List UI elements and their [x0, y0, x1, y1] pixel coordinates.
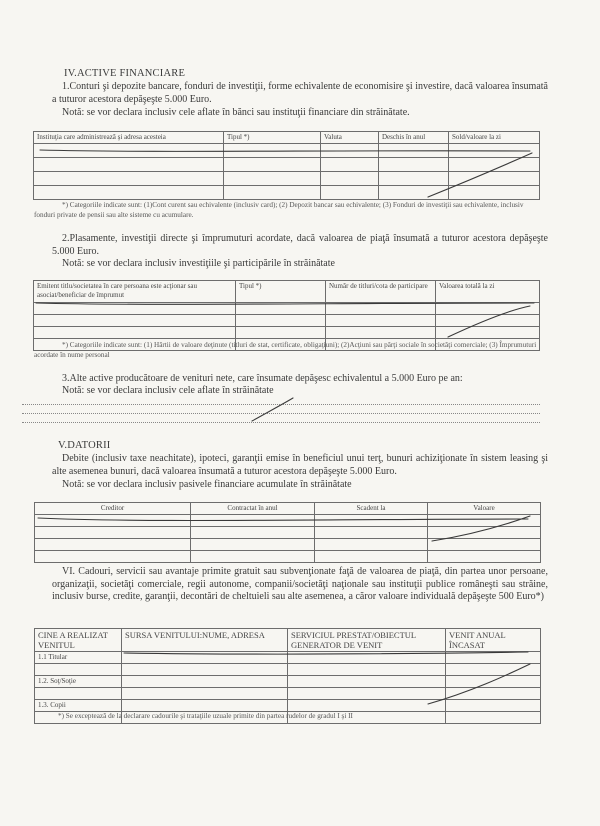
strike-diagonal	[252, 398, 293, 421]
col-institution: Instituţia care administrează şi adresa acesteia	[34, 132, 224, 144]
col-balance: Sold/valoare la zi	[449, 132, 540, 144]
section-iv-1-text: 1.Conturi şi depozite bancare, fonduri de investiţii, forme echivalente de economisire şi investire, dacă valoarea însumată a tuturor acestora depăşeşte 5.000 Euro.	[52, 81, 548, 105]
row-label-titular: 1.1 Titular	[35, 652, 122, 664]
col-currency: Valuta	[321, 132, 379, 144]
col-creditor: Creditor	[35, 503, 191, 515]
gifts-table	[34, 628, 541, 724]
col-due: Scadent la	[315, 503, 428, 515]
col-value: Valoare	[428, 503, 541, 515]
col-type: Tipul *)	[236, 281, 326, 303]
col-issuer: Emitent titlu/societatea în care persoana este acţionar sau asociat/beneficiar de împrumut	[34, 281, 236, 303]
dotted-line	[22, 404, 540, 405]
row-label-children: 1.3. Copii	[35, 700, 122, 712]
col-shares: Număr de titluri/cota de participare	[326, 281, 436, 303]
section-v-title: V.DATORII	[58, 440, 111, 451]
section-iv-1-footnote: *) Categoriile indicate sunt: (1)Cont curent sau echivalente (inclusiv card); (2) Depozit bancar sau echivalente; (3) Fonduri de investiţii sau echivalente, inclusiv fonduri private de pensii sau alte sisteme cu acumulare.	[34, 201, 524, 219]
dotted-line	[22, 422, 540, 423]
col-type: Tipul *)	[224, 132, 321, 144]
dotted-line	[22, 413, 540, 414]
row-label-spouse: 1.2. Soţ/Soţie	[35, 676, 122, 688]
section-iv-2-text: 2.Plasamente, investiţii directe şi împrumuturi acordate, dacă valoarea de piaţă însumată a tuturor acestora depăşeşte 5.000 Euro.	[52, 233, 548, 257]
debts-table	[34, 502, 541, 563]
col-total-value: Valoarea totală la zi	[436, 281, 540, 303]
section-iv-2-note: Notă: se vor declara inclusiv investiţiile şi participările în străinătate	[62, 258, 335, 269]
col-service: SERVICIUL PRESTAT/OBIECTUL GENERATOR DE VENIT	[288, 629, 446, 652]
col-who: CINE A REALIZAT VENITUL	[35, 629, 122, 652]
col-contracted: Contractat în anul	[191, 503, 315, 515]
section-iv-3-text: 3.Alte active producătoare de venituri nete, care însumate depăşesc echivalentul a 5.000 Euro pe an:	[62, 373, 463, 384]
accounts-table	[33, 131, 540, 200]
section-iv-1-note: Notă: se vor declara inclusiv cele aflate în bănci sau instituţii financiare din străinătate.	[62, 107, 410, 118]
section-vi-text: VI. Cadouri, servicii sau avantaje primite gratuit sau subvenţionate faţă de valoarea de piaţă, din partea unor persoane, organizaţii, societăţi comerciale, regii autonome, companii/societăţi naţionale sau instituţii publice româneşti sau străine, inclusiv burse, credite, garanţii, decontări de cheltuieli sau alte asemenea, a căror valoare individuală depăşeşte 500 Euro*)	[52, 566, 548, 602]
section-iv-3-note: Notă: se vor declara inclusiv cele aflate în străinătate	[62, 385, 274, 396]
col-opened: Deschis în anul	[379, 132, 449, 144]
col-source: SURSA VENITULUI:NUME, ADRESA	[122, 629, 288, 652]
section-iv-2-footnote: *) Categoriile indicate sunt: (1) Hârtii de valoare deţinute (titluri de stat, certificate, obligaţiuni); (2)Acţiuni sau părţi sociale în societăţi comerciale; (3) Împrumuturi acordate în nume personal	[34, 341, 537, 359]
section-iv-title: IV.ACTIVE FINANCIARE	[64, 68, 186, 79]
section-v-text: Debite (inclusiv taxe neachitate), ipoteci, garanţii emise în beneficiul unui terţ, bunuri achiziţionate în sistem leasing şi alte asemenea bunuri, dacă valoarea însumată a tuturor acestora depăşeşte 5.000 Euro.	[52, 453, 548, 477]
col-annual-income: VENIT ANUAL ÎNCASAT	[446, 629, 541, 652]
section-v-note: Notă: se vor declara inclusiv pasivele financiare acumulate în străinătate	[62, 479, 352, 490]
section-vi-footnote: *) Se exceptează de la declarare cadourile şi trataţiile uzuale primite din partea rudelor de gradul I şi II	[58, 712, 353, 720]
